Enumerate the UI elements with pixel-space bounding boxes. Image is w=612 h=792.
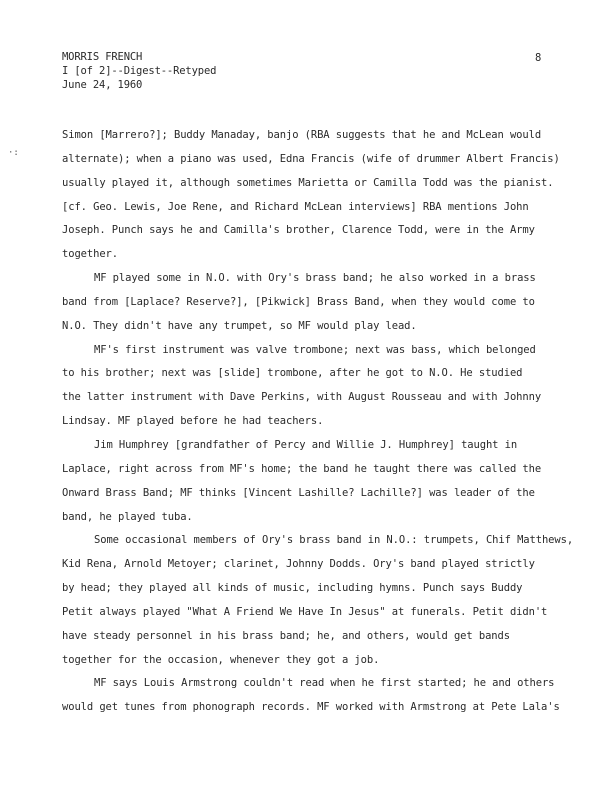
text-line: Joseph. Punch says he and Camilla's brother, Clarence Todd, were in the Army <box>62 224 535 237</box>
text-line: Petit always played "What A Friend We Have In Jesus" at funerals. Petit didn't <box>62 605 548 618</box>
text-line: the latter instrument with Dave Perkins, with August Rousseau and with Johnny <box>62 391 542 404</box>
text-line: Onward Brass Band; MF thinks [Vincent Lashille? Lachille?] was leader of the <box>62 486 535 499</box>
page-number: 8 <box>535 52 542 64</box>
reel-label: I [of 2]--Digest--Retyped <box>62 65 217 77</box>
text-line: Simon [Marrero?]; Buddy Manaday, banjo (RBA suggests that he and McLean would <box>62 129 542 141</box>
text-line: [cf. Geo. Lewis, Joe Rene, and Richard McLean interviews] RBA mentions John <box>62 200 529 213</box>
text-line: would get tunes from phonograph records. MF worked with Armstrong at Pete Lala's <box>62 701 560 714</box>
text-line: together. <box>62 248 118 261</box>
text-line: together for the occasion, whenever they got a job. <box>62 653 380 666</box>
text-line: alternate); when a piano was used, Edna Francis (wife of drummer Albert Francis) <box>62 152 560 165</box>
text-line: Kid Rena, Arnold Metoyer; clarinet, Johnny Dodds. Ory's band played strictly <box>62 558 535 571</box>
document-header <box>62 50 216 92</box>
text-line: MF's first instrument was valve trombone; next was bass, which belonged <box>94 343 536 356</box>
interview-date: June 24, 1960 <box>62 79 143 91</box>
text-line: Some occasional members of Ory's brass band in N.O.: trumpets, Chif Matthews, <box>94 534 574 547</box>
text-line: N.O. They didn't have any trumpet, so MF would play lead. <box>62 319 417 332</box>
text-line: MF says Louis Armstrong couldn't read when he first started; he and others <box>94 677 555 690</box>
text-line: Laplace, right across from MF's home; the band he taught there was called the <box>62 462 542 475</box>
margin-mark: ·: <box>8 148 19 158</box>
document-body <box>62 124 574 720</box>
text-line: Lindsay. MF played before he had teachers. <box>62 415 324 428</box>
text-line: to his brother; next was [slide] trombone, after he got to N.O. He studied <box>62 367 523 380</box>
text-line: usually played it, although sometimes Marietta or Camilla Todd was the pianist. <box>62 176 554 189</box>
text-line: by head; they played all kinds of music, including hymns. Punch says Buddy <box>62 582 523 595</box>
interviewee-name: MORRIS FRENCH <box>62 51 143 63</box>
text-line: Jim Humphrey [grandfather of Percy and Willie J. Humphrey] taught in <box>94 438 518 451</box>
text-line: MF played some in N.O. with Ory's brass band; he also worked in a brass <box>94 272 536 285</box>
text-line: band, he played tuba. <box>62 510 193 523</box>
text-line: have steady personnel in his brass band; he, and others, would get bands <box>62 629 510 642</box>
text-line: band from [Laplace? Reserve?], [Pikwick] Brass Band, when they would come to <box>62 295 535 308</box>
